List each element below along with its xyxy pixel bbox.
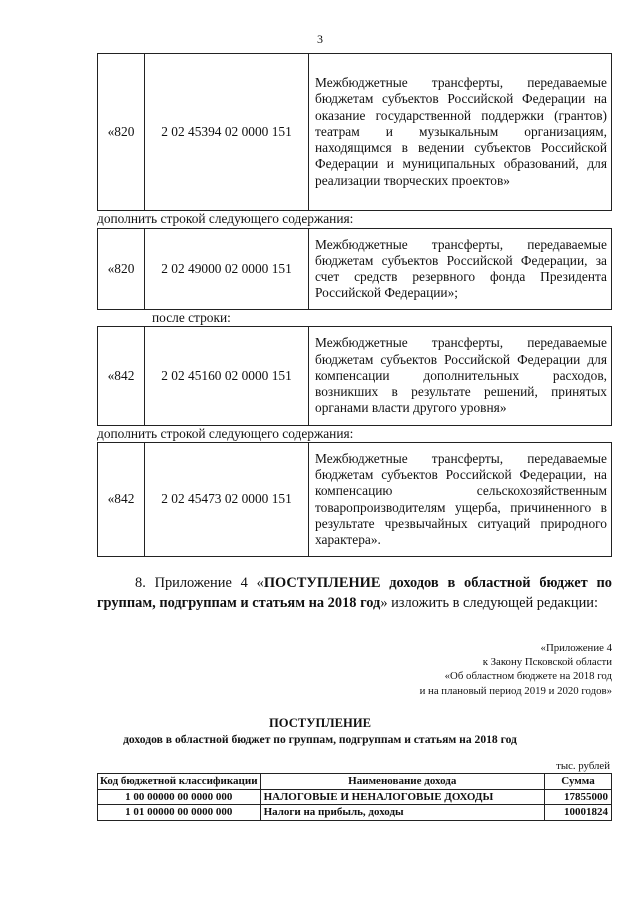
paragraph-bold-title: ПОСТУПЛЕНИЕ доходов в областной бюджет по группам, подгруппам и статьям на 2018 год xyxy=(97,575,612,611)
row-prefix: «820 xyxy=(98,54,145,211)
row-description: Межбюджетные трансферты, передаваемые бюджетам субъектов Российской Федерации на оказание государственной поддержки (грантов) театрам и музыкальным организациям, находящимся в ведении субъектов Российской Федерации и муниципальных образований, для реализации творческих проектов» xyxy=(309,54,612,211)
amendment-row-3 xyxy=(97,326,612,426)
appendix-line: «Приложение 4 xyxy=(540,642,612,654)
header-name: Наименование дохода xyxy=(260,774,544,790)
table-row xyxy=(98,805,612,821)
table-row xyxy=(98,789,612,805)
appendix-reference xyxy=(420,641,612,698)
document-title: ПОСТУПЛЕНИЕ xyxy=(268,716,372,730)
row-code: 2 02 45473 02 0000 151 xyxy=(145,443,309,557)
paragraph-lead: 8. Приложение 4 « xyxy=(135,575,264,591)
connector-add-line: дополнить строкой следующего содержания: xyxy=(97,211,354,226)
header-sum: Сумма xyxy=(545,774,612,790)
row-code: 2 02 49000 02 0000 151 xyxy=(145,229,309,310)
income-code: 1 00 00000 00 0000 000 xyxy=(98,789,261,805)
row-code: 2 02 45160 02 0000 151 xyxy=(145,327,309,426)
row-prefix: «820 xyxy=(98,229,145,310)
amendment-row-4 xyxy=(97,442,612,557)
row-code: 2 02 45394 02 0000 151 xyxy=(145,54,309,211)
income-name: Налоги на прибыль, доходы xyxy=(260,805,544,821)
amendment-row-1 xyxy=(97,53,612,211)
income-sum: 17855000 xyxy=(545,789,612,805)
connector-add-line: дополнить строкой следующего содержания: xyxy=(97,426,354,441)
header-code: Код бюджетной классификации xyxy=(98,774,261,790)
row-description: Межбюджетные трансферты, передаваемые бюджетам субъектов Российской Федерации, на компенсацию сельскохозяйственным товаропроизводителям ущерба, причиненного в результате чрезвычайных ситуаций природного характера». xyxy=(309,443,612,557)
income-name: НАЛОГОВЫЕ И НЕНАЛОГОВЫЕ ДОХОДЫ xyxy=(260,789,544,805)
paragraph-8 xyxy=(97,573,612,613)
row-prefix: «842 xyxy=(98,327,145,426)
income-table-header xyxy=(98,774,612,790)
income-table xyxy=(97,773,612,821)
appendix-line: «Об областном бюджете на 2018 год xyxy=(444,670,612,683)
income-code: 1 01 00000 00 0000 000 xyxy=(98,805,261,821)
amendment-row-2 xyxy=(97,228,612,310)
row-description: Межбюджетные трансферты, передаваемые бюджетам субъектов Российской Федерации для компенсации дополнительных расходов, возникших в результате решений, принятых органами власти другого уровня» xyxy=(309,327,612,426)
row-prefix: «842 xyxy=(98,443,145,557)
connector-after-line: после строки: xyxy=(152,310,231,325)
appendix-line: к Закону Псковской области xyxy=(482,656,612,669)
units-label: тыс. рублей xyxy=(556,760,610,772)
row-description: Межбюджетные трансферты, передаваемые бюджетам субъектов Российской Федерации, за счет средств резервного фонда Президента Российской Федерации»; xyxy=(309,229,612,310)
paragraph-tail: » изложить в следующей редакции: xyxy=(380,595,598,611)
document-subtitle: доходов в областной бюджет по группам, подгруппам и статьям на 2018 год xyxy=(123,733,517,746)
page-number: 3 xyxy=(317,32,323,46)
income-sum: 10001824 xyxy=(545,805,612,821)
appendix-line: и на плановый период 2019 и 2020 годов» xyxy=(419,684,612,697)
